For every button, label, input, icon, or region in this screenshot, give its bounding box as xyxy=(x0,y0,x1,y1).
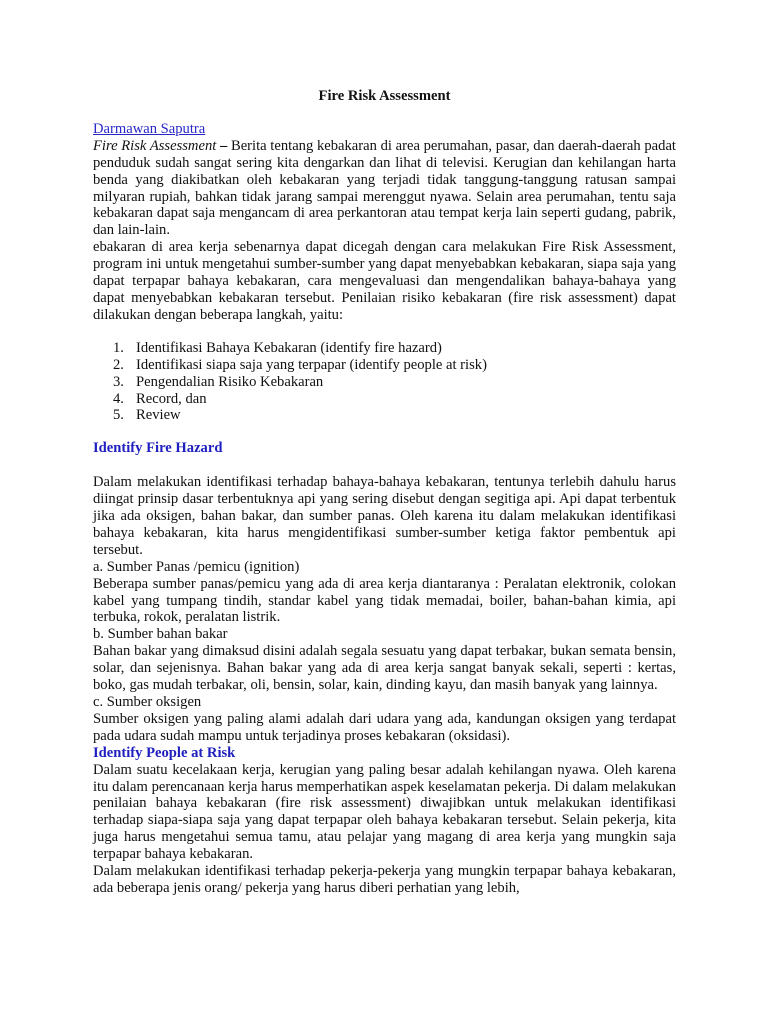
people-paragraph-1: Dalam suatu kecelakaan kerja, kerugian yang paling besar adalah kehilangan nyawa. Oleh karena itu dalam perencanaan kerja harus memperhatikan aspek keselamatan pekerja. Di dalam melakukan penilaian bahaya kebakaran (fire risk assessment) diwajibkan untuk melakukan identifikasi terhadap siapa-siapa saja yang dapat terpapar oleh bahaya kebakaran tersebut. Selain pekerja, kita juga harus mengetahui semua tamu, atau pelajar yang magang di area kerja yang mungkin saja terpapar bahaya kebakaran. xyxy=(93,761,676,863)
paragraph-steps-intro: ebakaran di area kerja sebenarnya dapat dicegah dengan cara melakukan Fire Risk Assessment, program ini untuk mengetahui sumber-sumber yang dapat menyebabkan kebakaran, siapa saja yang dapat terpapar bahaya kebakaran, cara mengevaluasi dan mengendalikan bahaya-bahaya yang dapat menyebabkan kebakaran tersebut. Penilaian risiko kebakaran (fire risk assessment) dapat dilakukan dengan beberapa langkah, yaitu: xyxy=(93,239,676,323)
section-heading-people-at-risk: Identify People at Risk xyxy=(93,744,236,761)
intro-paragraph xyxy=(93,138,676,239)
list-item: 3. Pengendalian Risiko Kebakaran xyxy=(113,373,324,390)
document-page xyxy=(93,88,676,897)
intro-text: Berita tentang kebakaran di area perumahan, pasar, dan daerah-daerah padat penduduk sudah sangat sering kita dengarkan dan lihat di televisi. Kerugian dan kehilangan harta benda yang diakibatkan oleh kebakaran yang terjadi tidak tanggung-tanggung ratusan sampai milyaran rupiah, bahkan tidak jarang sampai merenggut nyawa. Selain area perumahan, tentu saja kebakaran dapat saja mengancam di area perkantoran atau tempat kerja lain seperti gudang, pabrik, dan lain-lain. xyxy=(93,137,676,239)
author-link[interactable]: Darmawan Saputra xyxy=(93,120,206,137)
intro-dash: – xyxy=(216,137,231,154)
subheading-oxygen: c. Sumber oksigen xyxy=(93,694,202,710)
fuel-paragraph: Bahan bakar yang dimaksud disini adalah segala sesuatu yang dapat terbakar, bukan semata bensin, solar, dan sejenisnya. Bahan bakar yang ada di area kerja sangat banyak sekali, seperti : kertas, boko, gas mudah terbakar, oli, bensin, solar, kain, dinding kayu, dan masih banyak yang lainnya. xyxy=(93,643,676,694)
subheading-ignition: a. Sumber Panas /pemicu (ignition) xyxy=(93,558,300,575)
people-paragraph-2: Dalam melakukan identifikasi terhadap pekerja-pekerja yang mungkin terpapar bahaya kebakaran, ada beberapa jenis orang/ pekerja yang harus diberi perhatian yang lebih, xyxy=(93,863,676,896)
oxygen-paragraph: Sumber oksigen yang paling alami adalah dari udara yang ada, kandungan oksigen yang terdapat pada udara sudah mampu untuk terjadinya proses kebakaran (oksidasi). xyxy=(93,710,676,744)
list-item: 2. Identifikasi siapa saja yang terpapar (identify people at risk) xyxy=(113,356,487,373)
list-item: 4. Record, dan xyxy=(113,390,207,407)
hazard-intro-paragraph: Dalam melakukan identifikasi terhadap bahaya-bahaya kebakaran, tentunya terlebih dahulu harus diingat prinsip dasar terbentuknya api yang sering disebut dengan segitiga api. Api dapat terbentuk jika ada oksigen, bahan bakar, dan sumber panas. Oleh karena itu dalam melakukan identifikasi bahaya kebakaran, kita harus mengidentifikasi sumber-sumber ketiga faktor pembentuk api tersebut. xyxy=(93,474,676,558)
subheading-fuel: b. Sumber bahan bakar xyxy=(93,626,228,643)
section-heading-fire-hazard: Identify Fire Hazard xyxy=(93,440,223,457)
document-title: Fire Risk Assessment xyxy=(318,88,451,104)
intro-term: Fire Risk Assessment xyxy=(93,137,217,154)
steps-list xyxy=(93,340,676,425)
list-item: 1. Identifikasi Bahaya Kebakaran (identify fire hazard) xyxy=(113,339,442,356)
ignition-paragraph: Beberapa sumber panas/pemicu yang ada di area kerja diantaranya : Peralatan elektronik, colokan kabel yang tumpang tindih, standar kabel yang tidak memadai, boiler, bahan-bahan kimia, api terbuka, rokok, peralatan listrik. xyxy=(93,575,676,626)
list-item: 5. Review xyxy=(113,407,181,424)
